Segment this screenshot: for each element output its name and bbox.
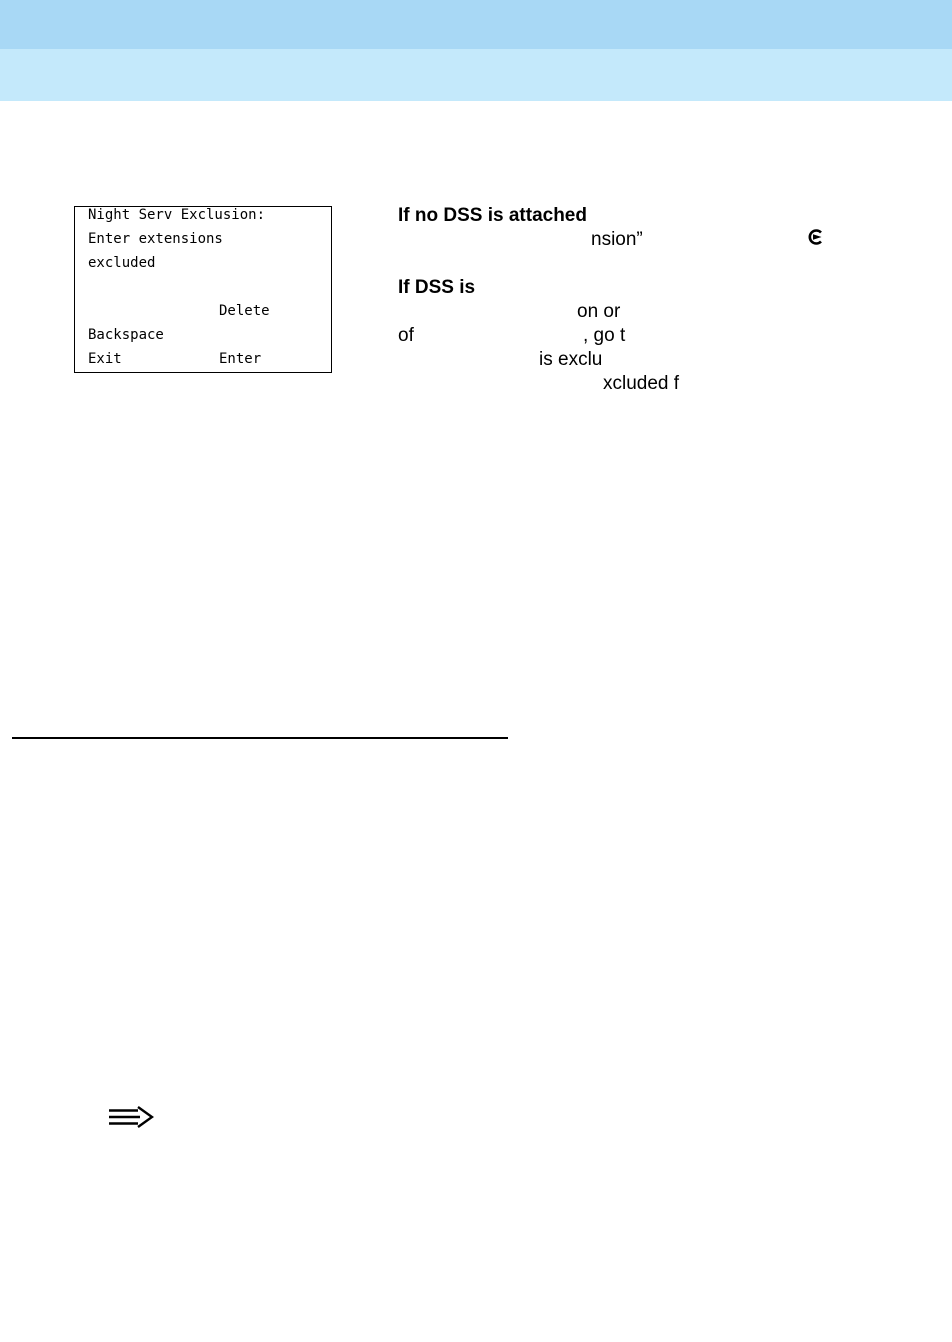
header-band-bottom [0,49,952,101]
screen-prompt: Enter extensions [88,231,223,247]
dss-text-fragment-1: on or [577,301,621,322]
dss-text-fragment-3: , go t [583,325,626,346]
dss-text-fragment-5: xcluded f [603,373,680,394]
dss-heading: If DSS is [398,277,476,298]
dss-text-fragment-4: is exclu [539,349,603,370]
screen-prompt-cont: excluded [88,255,156,271]
section-divider [12,737,508,739]
exit-softkey[interactable]: Exit [88,351,122,367]
display-screen [74,206,332,373]
note-pencil-icon [108,1105,154,1129]
no-dss-text-fragment: nsion” [591,229,643,250]
delete-softkey[interactable]: Delete [219,303,270,319]
enter-softkey[interactable]: Enter [219,351,262,367]
backspace-softkey[interactable]: Backspace [88,327,164,343]
dss-text-fragment-2: of [398,325,414,346]
screen-title: Night Serv Exclusion: [88,207,266,223]
return-arrow-icon [806,229,824,245]
no-dss-heading: If no DSS is attached [398,205,587,226]
header-band-top [0,0,952,49]
